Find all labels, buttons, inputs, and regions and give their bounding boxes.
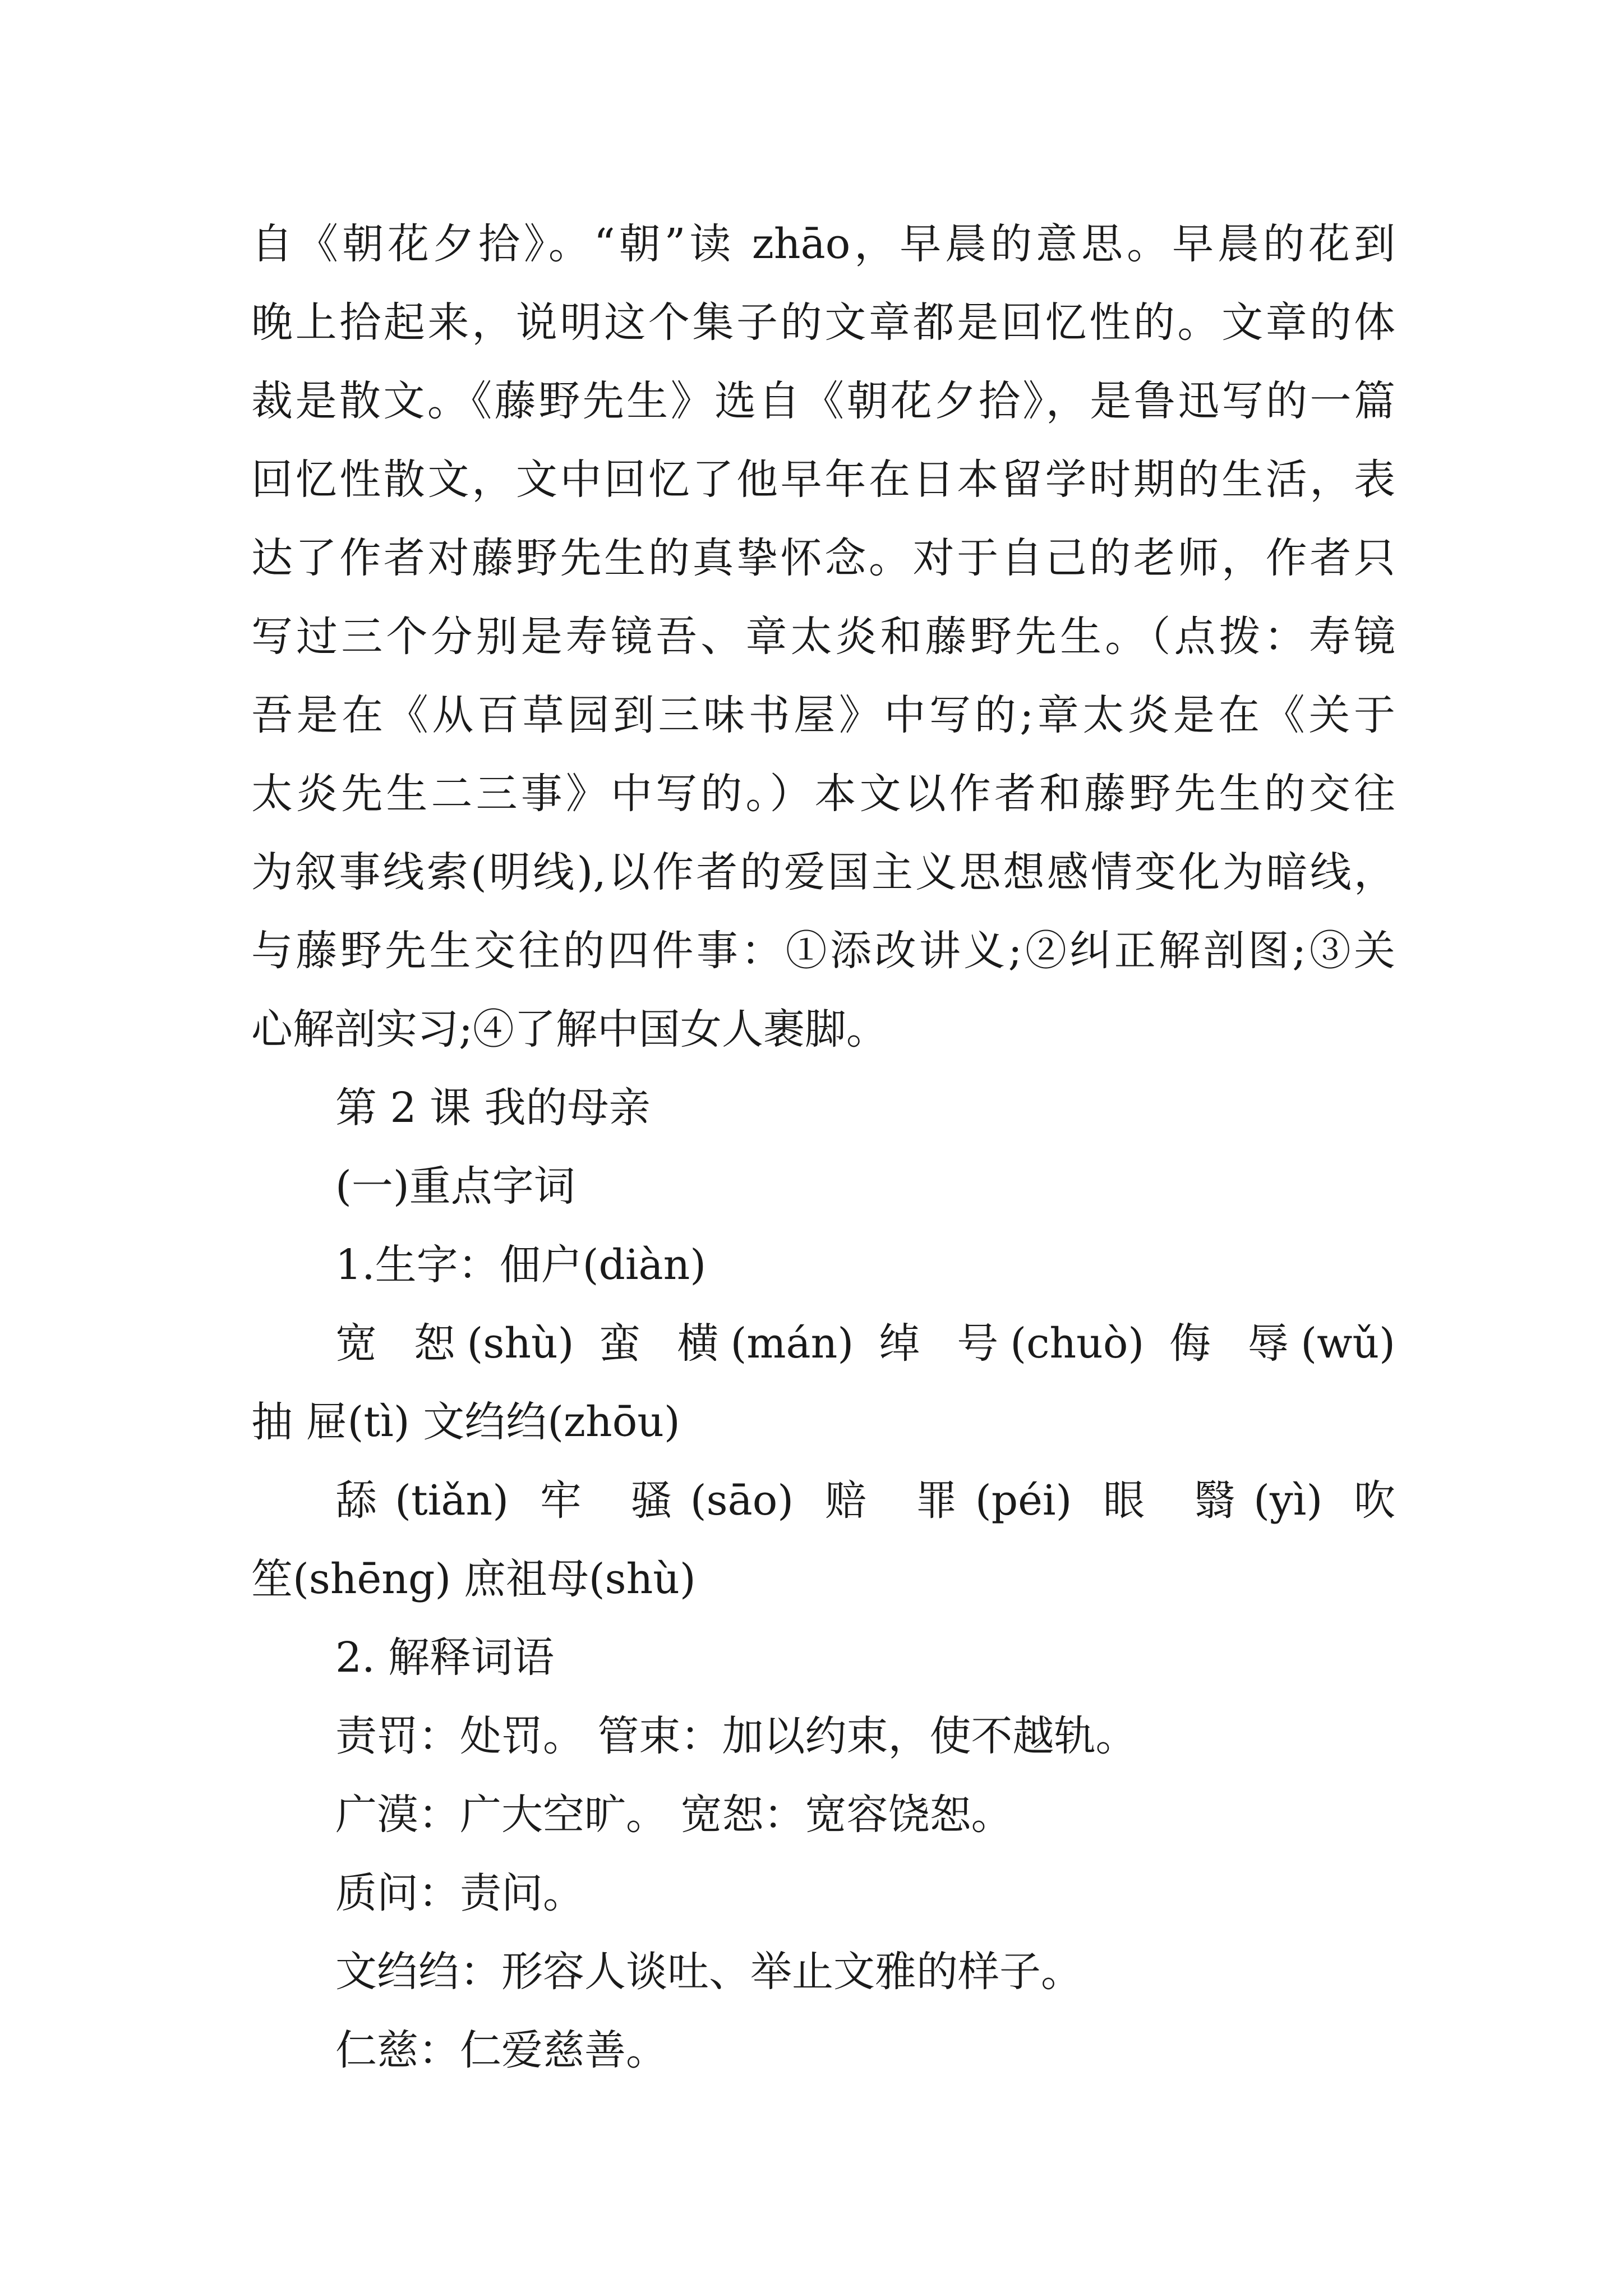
paragraph-line: 裁是散文。《藤野先生》选自《朝花夕拾》，是鲁迅写的一篇 [251, 377, 1395, 425]
definition-line: 广漠：广大空旷。 宽恕：宽容饶恕。 [335, 1791, 1013, 1839]
definition-line: 仁慈：仁爱慈善。 [335, 2026, 667, 2074]
paragraph-line: 心解剖实习;④了解中国女人裹脚。 [251, 1005, 888, 1053]
vocab-line: 抽 屉(tì) 文绉绉(zhōu) [251, 1398, 680, 1446]
paragraph-line: 吾是在《从百草园到三味书屋》中写的;章太炎是在《关于 [251, 691, 1395, 739]
paragraph-line: 达了作者对藤野先生的真挚怀念。对于自己的老师，作者只 [251, 534, 1395, 582]
definition-line: 质问：责问。 [335, 1869, 584, 1917]
definition-line: 责罚：处罚。 管束：加以约束，使不越轨。 [335, 1712, 1137, 1760]
section-heading: (一)重点字词 [335, 1162, 575, 1211]
paragraph-line: 太炎先生二三事》中写的。）本文以作者和藤野先生的交往 [251, 770, 1395, 818]
definition-line: 文绉绉：形容人谈吐、举止文雅的样子。 [335, 1948, 1082, 1996]
paragraph-line: 为叙事线索(明线),以作者的爱国主义思想感情变化为暗线， [251, 848, 1395, 896]
paragraph-line: 回忆性散文，文中回忆了他早年在日本留学时期的生活，表 [251, 455, 1395, 504]
lesson-title: 第 2 课 我的母亲 [335, 1084, 651, 1132]
paragraph-line: 自《朝花夕拾》。“朝”读 zhāo，早晨的意思。早晨的花到 [251, 220, 1395, 268]
vocab-line: 舔(tiǎn) 牢 骚(sāo) 赔 罪(péi) 眼 翳(yì) 吹 [335, 1476, 1395, 1525]
paragraph-line: 与藤野先生交往的四件事：①添改讲义;②纠正解剖图;③关 [251, 927, 1395, 975]
word-explanation-label: 2. 解释词语 [335, 1634, 555, 1682]
paragraph-line: 晚上拾起来，说明这个集子的文章都是回忆性的。文章的体 [251, 298, 1395, 347]
vocab-line: 笙(shēng) 庶祖母(shù) [251, 1555, 696, 1603]
paragraph-line: 写过三个分别是寿镜吾、章太炎和藤野先生。（点拨：寿镜 [251, 613, 1395, 661]
vocab-line: 宽 恕(shù) 蛮 横(mán) 绰 号(chuò) 侮 辱(wǔ) [335, 1319, 1395, 1368]
new-characters-label: 1.生字：佃户(diàn) [335, 1241, 707, 1289]
